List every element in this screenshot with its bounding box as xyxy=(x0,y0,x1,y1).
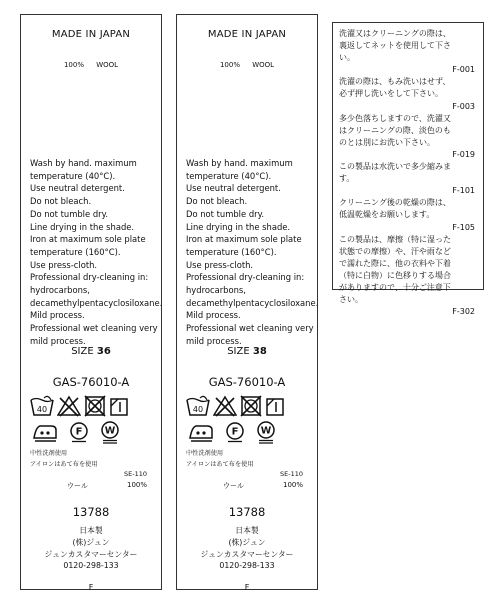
product-code: GAS-76010-A xyxy=(52,375,130,389)
care-line: Do not bleach. xyxy=(30,196,92,207)
care-line: mild process. xyxy=(30,335,86,346)
size-label: SIZE xyxy=(71,346,94,357)
phone-number: 0120-298-133 xyxy=(219,561,275,570)
svg-text:W: W xyxy=(104,425,116,437)
size-label: SIZE xyxy=(227,346,250,357)
care-line: Use neutral detergent. xyxy=(186,183,281,194)
jp-note-line: で濡れた際に、他の衣料や下着 xyxy=(339,258,451,268)
care-line: Wash by hand. maximum xyxy=(30,158,137,168)
jp-note-line: 多少色落ちしますので、洗濯又 xyxy=(339,113,451,123)
jp-note-line: い。 xyxy=(339,53,355,63)
care-line: Use press-cloth. xyxy=(30,259,98,270)
care-label-size-36 xyxy=(20,14,162,590)
company-name: (株)ジュン xyxy=(228,538,266,547)
jp-note-code: F-105 xyxy=(452,222,475,232)
iron-medium-icon xyxy=(31,422,59,442)
jp-note-line: この製品は、摩擦（特に湿った xyxy=(339,234,451,244)
jp-note-code: F-019 xyxy=(452,149,475,159)
svg-text:F: F xyxy=(75,426,83,438)
jp-note-line: 洗濯又はクリーニングの際は、 xyxy=(339,29,451,38)
jp-note-line: 状態での摩擦）や、汗や雨など xyxy=(339,246,451,256)
jp-note-line: す。 xyxy=(339,174,355,184)
wool-percent: 100% xyxy=(126,481,147,489)
size-indicator xyxy=(177,346,317,357)
care-line: hydrocarbons, xyxy=(186,285,246,296)
care-line: Line drying in the shade. xyxy=(30,221,135,232)
care-line: decamethylpentacyclosiloxane. xyxy=(30,297,163,308)
care-line: Professional wet cleaning very xyxy=(30,323,158,334)
care-instructions xyxy=(186,157,319,348)
care-line: Do not bleach. xyxy=(186,196,248,207)
jp-note-code: F-101 xyxy=(452,186,475,196)
jp-note-line: この製品は水洗いで多少縮みま xyxy=(339,162,451,172)
care-symbols-row-1 xyxy=(186,393,285,417)
care-label-size-38 xyxy=(176,14,318,590)
care-line: Use neutral detergent. xyxy=(30,183,125,194)
made-in-heading: MADE IN JAPAN xyxy=(51,29,131,40)
care-line: temperature (160°C). xyxy=(30,246,121,257)
care-line: hydrocarbons, xyxy=(30,285,90,296)
no-bleach-icon xyxy=(57,395,81,417)
care-line: temperature (40°C). xyxy=(30,170,116,181)
lot-number: 13788 xyxy=(72,505,110,519)
jp-note-line: のとは別にお洗い下さい。 xyxy=(339,137,435,147)
no-tumble-dry-icon xyxy=(240,395,262,417)
care-instructions xyxy=(30,157,163,348)
care-line: Professional dry-cleaning in: xyxy=(186,272,305,283)
jp-note-line: 低温乾燥をお願いします。 xyxy=(339,210,435,220)
se-code: SE-110 xyxy=(124,470,147,478)
no-tumble-dry-icon xyxy=(84,395,106,417)
care-line: Professional wet cleaning very xyxy=(186,323,314,334)
dry-clean-f-icon xyxy=(68,421,90,443)
jp-note-line: がありますので、十分ご注意下 xyxy=(339,282,451,292)
fabric-material: WOOL xyxy=(252,61,275,69)
jp-note-code: F-003 xyxy=(452,101,475,111)
phone-number: 0120-298-133 xyxy=(63,561,119,570)
line-dry-shade-icon xyxy=(109,397,129,417)
f-mark: F xyxy=(88,583,94,592)
fabric-composition xyxy=(177,61,317,69)
size-value: 38 xyxy=(252,346,267,357)
wool-jp: ウール xyxy=(67,482,88,490)
wet-clean-w-icon xyxy=(99,420,121,444)
dry-clean-f-icon xyxy=(224,421,246,443)
japanese-care-notes-label xyxy=(332,22,484,317)
detergent-note: 中性洗剤使用 xyxy=(186,450,224,457)
fabric-composition xyxy=(21,61,161,69)
fabric-percent: 100% xyxy=(63,61,84,69)
care-line: Mild process. xyxy=(186,310,241,321)
care-line: temperature (160°C). xyxy=(186,246,277,257)
f-mark: F xyxy=(244,583,250,592)
care-line: mild process. xyxy=(186,335,242,346)
customer-center: ジュンカスタマーセンター xyxy=(200,550,294,559)
jp-note-line: 裏返してネットを使用して下さ xyxy=(339,41,451,51)
svg-text:40: 40 xyxy=(36,405,48,414)
care-symbols-row-2 xyxy=(31,420,121,444)
no-bleach-icon xyxy=(213,395,237,417)
size-indicator xyxy=(21,346,161,357)
jp-note-line: はクリーニングの際、淡色のも xyxy=(339,125,451,135)
care-line: Iron at maximum sole plate xyxy=(30,234,146,245)
made-in-japan-jp: 日本製 xyxy=(235,526,259,535)
jp-note-code: F-302 xyxy=(452,307,475,317)
detergent-note: 中性洗剤使用 xyxy=(30,450,68,457)
fabric-material: WOOL xyxy=(96,61,119,69)
iron-cloth-note: アイロンはあて布を使用 xyxy=(186,461,254,468)
made-in-heading: MADE IN JAPAN xyxy=(207,29,287,40)
care-symbols-row-1 xyxy=(30,393,129,417)
jp-note-code: F-001 xyxy=(452,65,475,75)
svg-text:W: W xyxy=(260,425,272,437)
care-line: Line drying in the shade. xyxy=(186,221,291,232)
jp-note-line: クリーニング後の乾燥の際は、 xyxy=(339,198,451,208)
svg-text:40: 40 xyxy=(192,405,204,414)
care-line: Use press-cloth. xyxy=(186,259,254,270)
care-line: Do not tumble dry. xyxy=(186,208,265,219)
jp-note-line: さい。 xyxy=(339,295,363,305)
care-line: temperature (40°C). xyxy=(186,170,272,181)
japanese-care-notes xyxy=(339,28,478,318)
care-line: Professional dry-cleaning in: xyxy=(30,272,149,283)
fabric-percent: 100% xyxy=(219,61,240,69)
iron-medium-icon xyxy=(187,422,215,442)
care-line: decamethylpentacyclosiloxane. xyxy=(186,297,319,308)
jp-note-line: （特に白物）に色移りする場合 xyxy=(339,270,451,280)
customer-center: ジュンカスタマーセンター xyxy=(44,550,138,559)
lot-number: 13788 xyxy=(228,505,266,519)
jp-note-line: 必ず押し洗いをして下さい。 xyxy=(339,89,443,99)
wool-percent: 100% xyxy=(282,481,303,489)
made-in-japan-jp: 日本製 xyxy=(79,526,103,535)
line-dry-shade-icon xyxy=(265,397,285,417)
hand-wash-40-icon xyxy=(186,395,210,417)
iron-cloth-note: アイロンはあて布を使用 xyxy=(30,461,98,468)
size-value: 36 xyxy=(96,346,111,357)
svg-text:F: F xyxy=(231,426,239,438)
care-symbols-row-2 xyxy=(187,420,277,444)
hand-wash-40-icon xyxy=(30,395,54,417)
wet-clean-w-icon xyxy=(255,420,277,444)
se-code: SE-110 xyxy=(280,470,303,478)
product-code: GAS-76010-A xyxy=(208,375,286,389)
wool-jp: ウール xyxy=(223,482,244,490)
care-line: Iron at maximum sole plate xyxy=(186,234,302,245)
care-line: Wash by hand. maximum xyxy=(186,158,293,168)
jp-note-line: 洗濯の際は、もみ洗いはせず、 xyxy=(339,77,451,87)
care-line: Mild process. xyxy=(30,310,85,321)
company-name: (株)ジュン xyxy=(72,538,110,547)
care-line: Do not tumble dry. xyxy=(30,208,109,219)
